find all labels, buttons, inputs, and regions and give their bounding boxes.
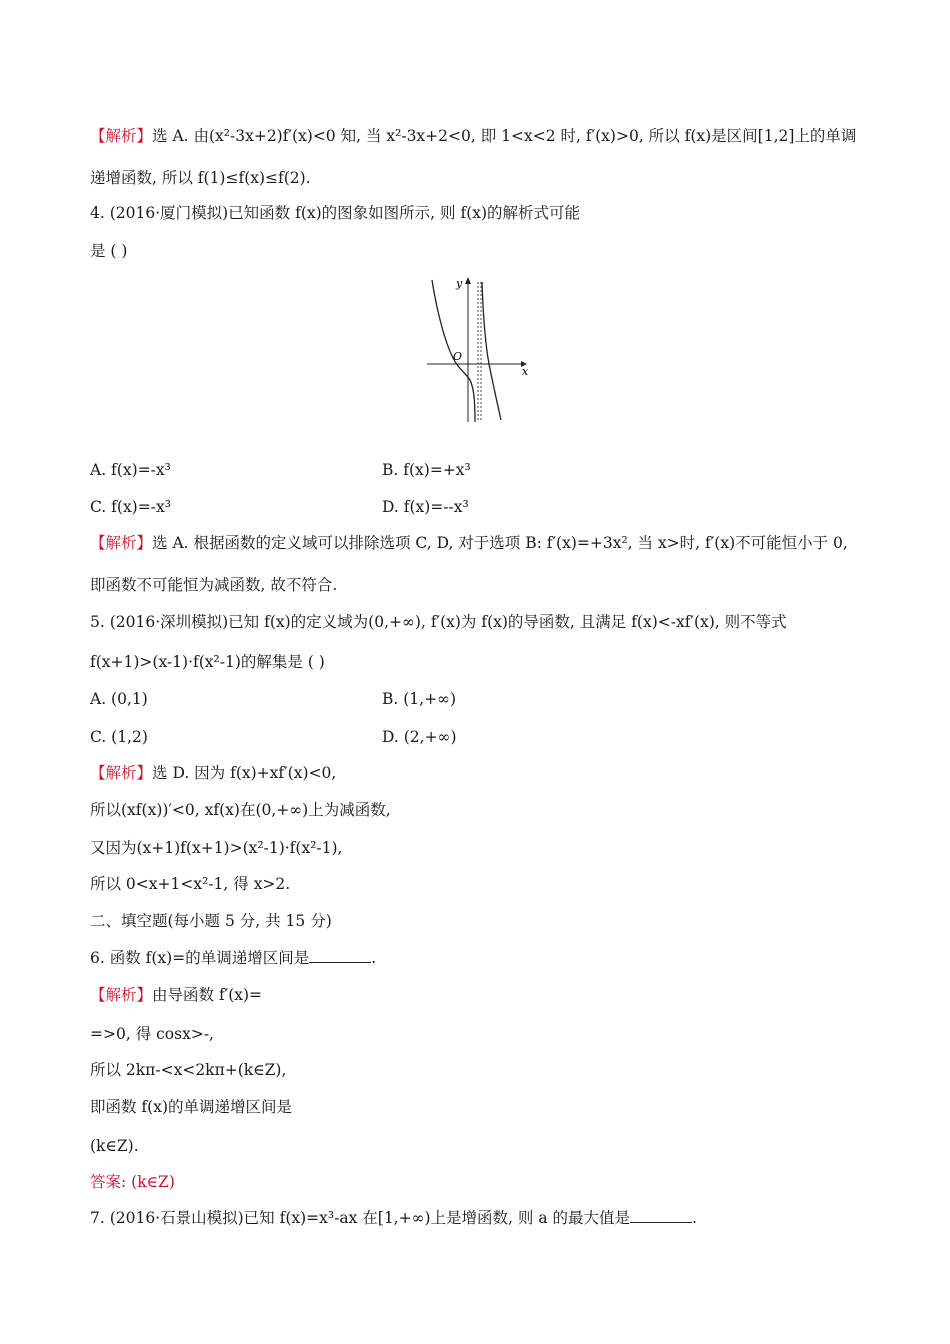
analysis-tag: 【解析】 <box>90 534 153 552</box>
option-c: C. f(x)=-x³ <box>90 498 171 516</box>
analysis-q6-line2: =>0, 得 cosx>-, <box>90 1025 214 1043</box>
question-4-stem: 4. (2016·厦门模拟)已知函数 f(x)的图象如图所示, 则 f(x)的解析式可能 <box>90 204 581 222</box>
question-5-stem-cont: f(x+1)>(x-1)·f(x²-1)的解集是 ( ) <box>90 653 325 671</box>
option-d: D. (2,+∞) <box>382 728 457 746</box>
analysis-q6-line3: 所以 2kπ-<x<2kπ+(k∈Z), <box>90 1061 287 1079</box>
x-axis-label: x <box>522 365 529 378</box>
analysis-q5-line1 <box>90 763 336 783</box>
analysis-q5-line2: 所以(xf(x))′<0, xf(x)在(0,+∞)上为减函数, <box>90 801 391 819</box>
option-b: B. (1,+∞) <box>382 690 457 708</box>
analysis-q5-line4: 所以 0<x+1<x²-1, 得 x>2. <box>90 875 291 893</box>
analysis-q3-line2: 递增函数, 所以 f(1)≤f(x)≤f(2). <box>90 169 311 187</box>
answer-blank <box>309 948 371 963</box>
q4-options-row1 <box>90 460 471 480</box>
analysis-text: 由导函数 f′(x)= <box>152 986 263 1004</box>
question-5-stem: 5. (2016·深圳模拟)已知 f(x)的定义域为(0,+∞), f′(x)为 f(x)的导函数, 且满足 f(x)<-xf′(x), 则不等式 <box>90 613 787 631</box>
answer-blank <box>630 1208 692 1223</box>
analysis-text: 选 A. 由(x²-3x+2)f′(x)<0 知, 当 x²-3x+2<0, 即 1<x<2 时, f′(x)>0, 所以 f(x)是区间[1,2]上的单调 <box>152 127 857 145</box>
function-graph <box>415 272 535 427</box>
option-b: B. f(x)=+x³ <box>382 461 471 479</box>
analysis-tag: 【解析】 <box>90 127 153 145</box>
option-a: A. (0,1) <box>90 690 148 708</box>
analysis-text: 选 D. 因为 f(x)+xf′(x)<0, <box>152 764 337 782</box>
analysis-tag: 【解析】 <box>90 764 153 782</box>
analysis-text: 选 A. 根据函数的定义域可以排除选项 C, D, 对于选项 B: f′(x)=+3x², 当 x>时, f′(x)不可能恒小于 0, <box>152 534 848 552</box>
analysis-q4-line2: 即函数不可能恒为减函数, 故不符合. <box>90 576 338 594</box>
q5-options-row1 <box>90 689 457 709</box>
origin-label: O <box>453 350 463 363</box>
analysis-q3-line1 <box>90 126 856 146</box>
section-heading: 二、填空题(每小题 5 分, 共 15 分) <box>90 912 332 930</box>
analysis-q5-line3: 又因为(x+1)f(x+1)>(x²-1)·f(x²-1), <box>90 839 343 857</box>
option-c: C. (1,2) <box>90 728 148 746</box>
question-6-text: 6. 函数 f(x)=的单调递增区间是 <box>90 949 310 967</box>
analysis-q4-line1 <box>90 533 848 553</box>
analysis-q6-line4: 即函数 f(x)的单调递增区间是 <box>90 1098 293 1116</box>
option-a: A. f(x)=-x³ <box>90 461 171 479</box>
analysis-tag: 【解析】 <box>90 986 153 1004</box>
question-7: 7. (2016·石景山模拟)已知 f(x)=x³-ax 在[1,+∞)上是增函数, 则 a 的最大值是 . <box>90 1209 697 1227</box>
question-7-text: 7. (2016·石景山模拟)已知 f(x)=x³-ax 在[1,+∞)上是增函数, 则 a 的最大值是 <box>90 1209 631 1227</box>
analysis-q6-line5: (k∈Z). <box>90 1137 139 1155</box>
answer-q6: 答案: (k∈Z) <box>90 1173 175 1191</box>
q4-options-row2 <box>90 497 469 517</box>
option-d: D. f(x)=--x³ <box>382 498 469 516</box>
q5-options-row2 <box>90 727 457 747</box>
question-4-stem-cont: 是 ( ) <box>90 242 128 260</box>
question-6: 6. 函数 f(x)=的单调递增区间是 . <box>90 949 377 967</box>
y-axis-label: y <box>456 277 463 290</box>
analysis-q6-line1 <box>90 985 262 1005</box>
